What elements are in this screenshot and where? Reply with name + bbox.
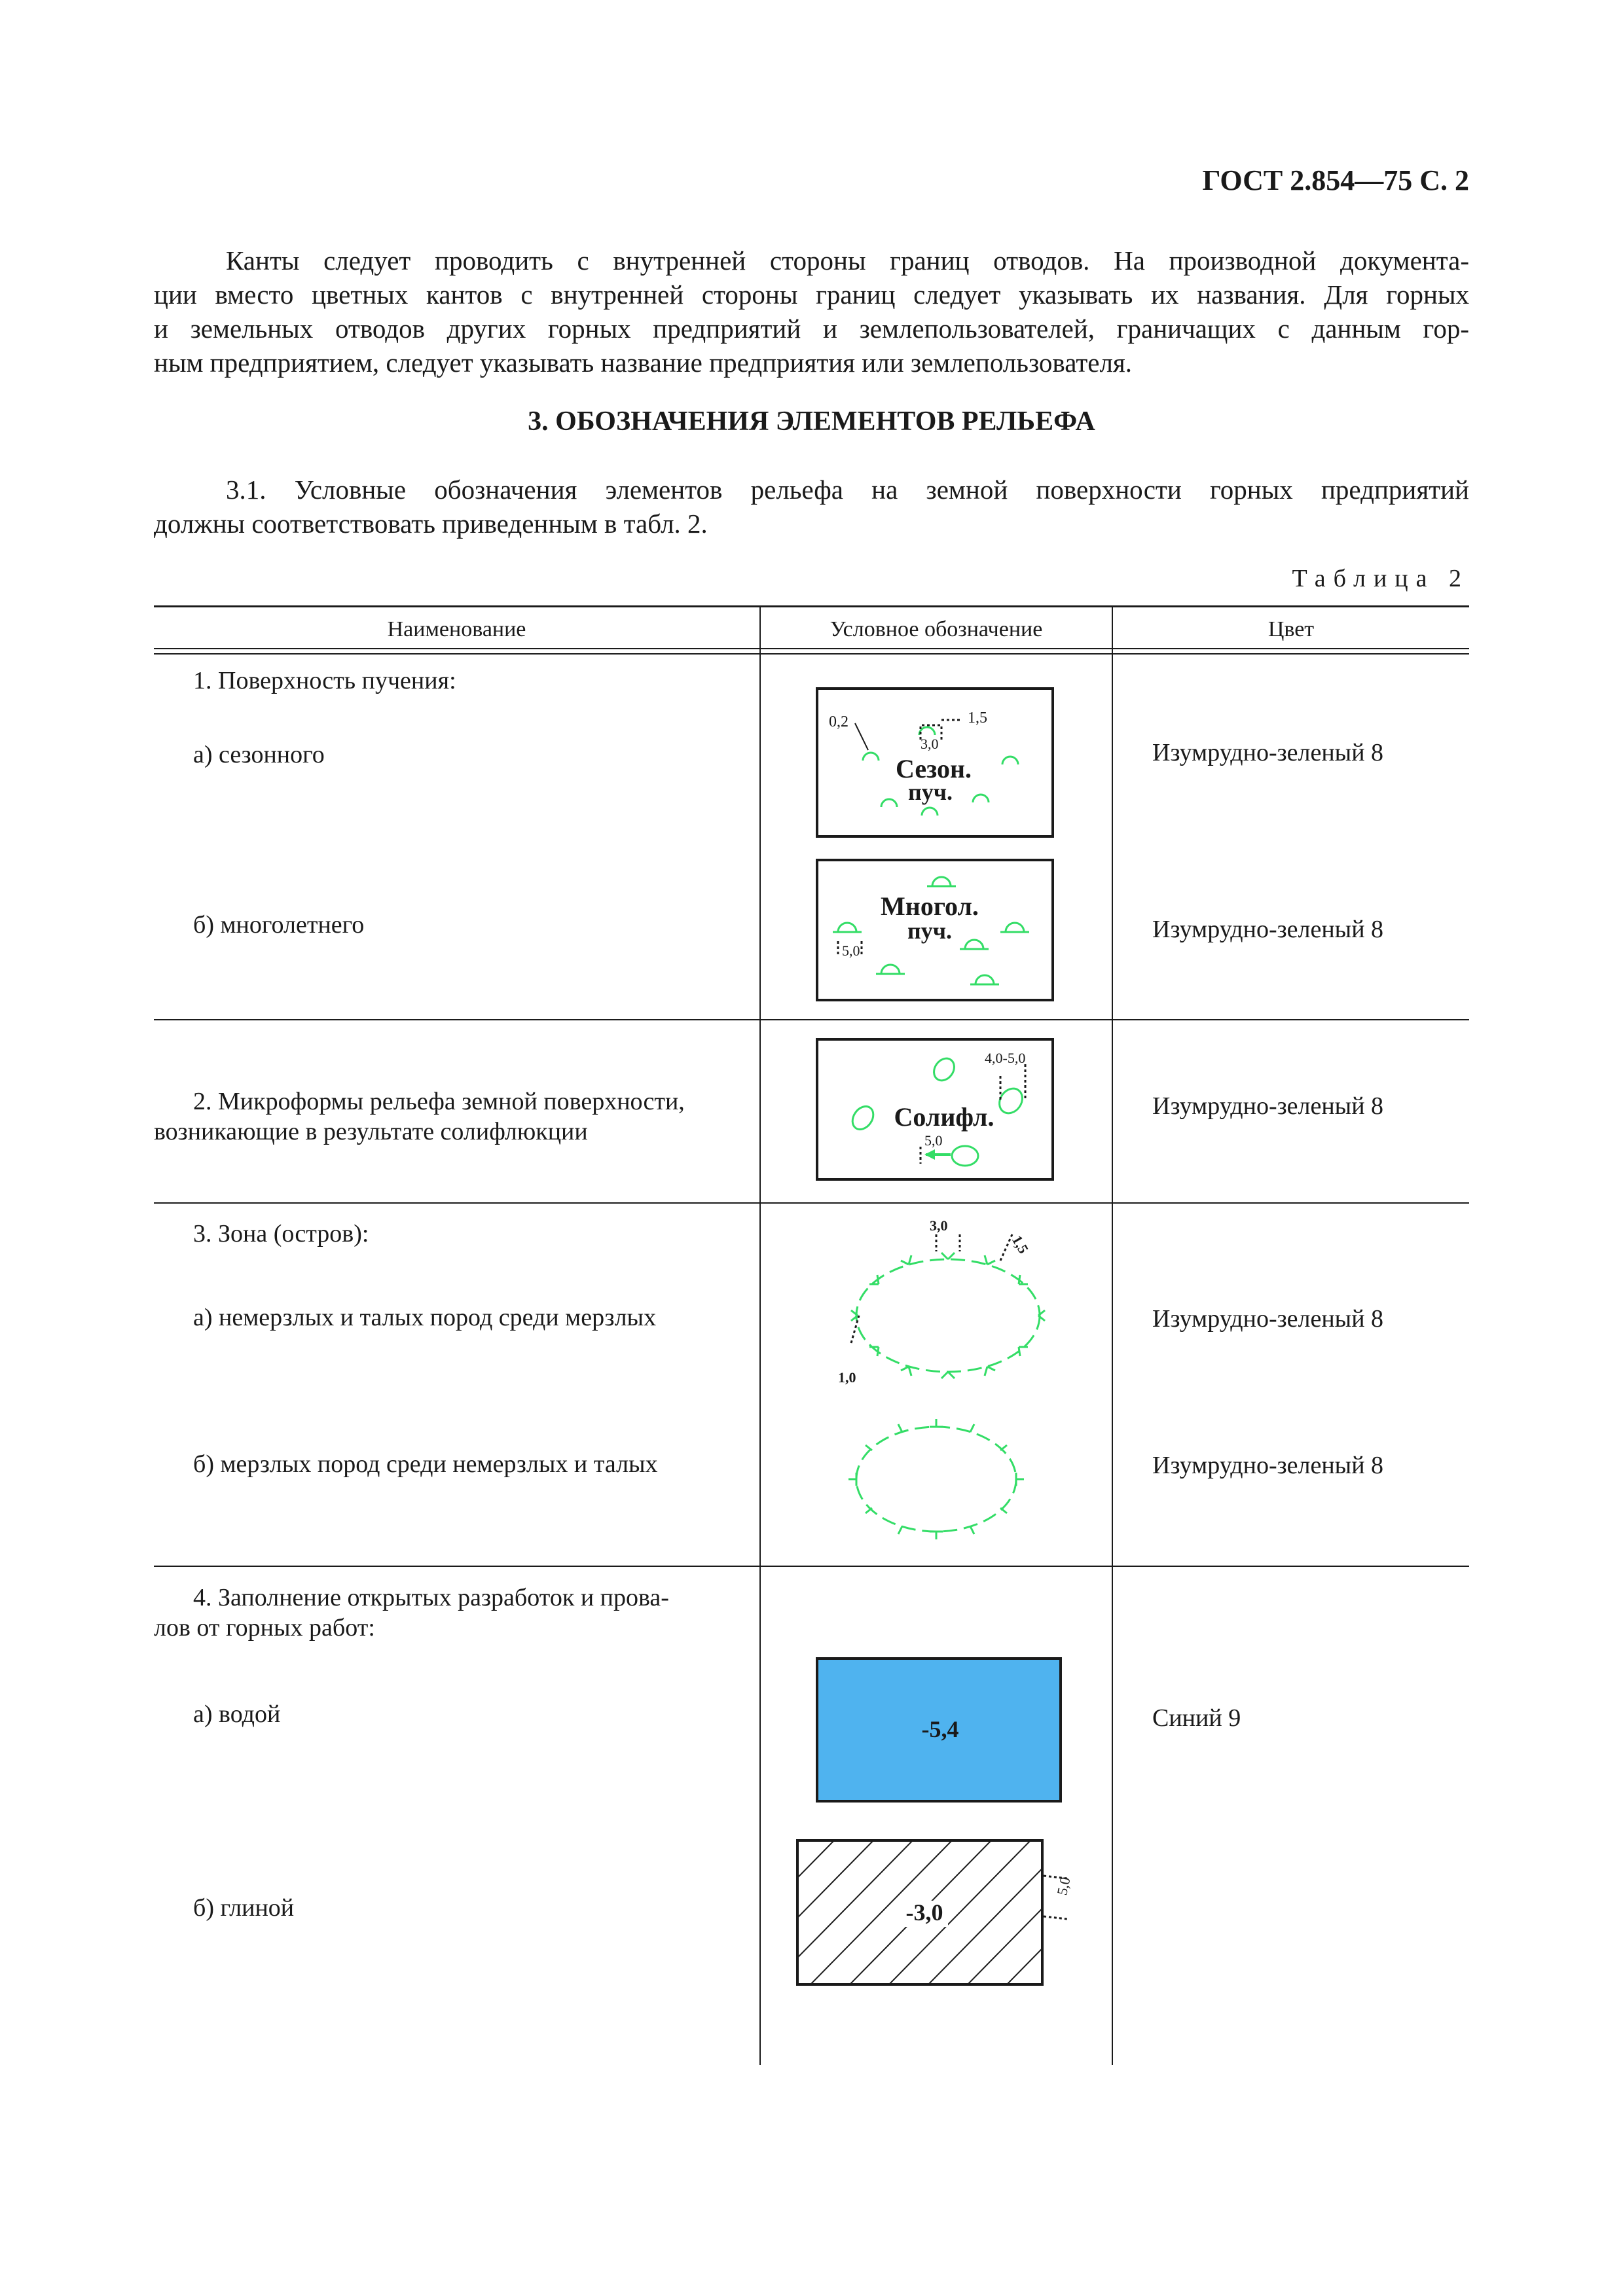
symbol-label: пуч. [907,918,953,944]
row-color: Изумрудно-зеленый 8 [1152,1305,1384,1333]
table-top-rule [154,605,1469,607]
dim-label: 1,0 [838,1369,856,1386]
column-divider [759,605,761,2065]
col-header-name: Наименование [387,617,526,641]
row-color: Изумрудно-зеленый 8 [1152,739,1384,766]
row-name: б) многолетнего [193,911,365,939]
symbol-frozen-zone [838,1407,1034,1551]
dim-label: 4,0-5,0 [985,1050,1026,1066]
row-color: Синий 9 [1152,1704,1241,1732]
symbol-thawed-zone [831,1217,1054,1388]
row-color: Изумрудно-зеленый 8 [1152,916,1384,943]
row-rule [154,1202,1469,1204]
header-rule [154,648,1469,649]
symbol-label: Многол. [881,891,979,921]
page-header: ГОСТ 2.854—75 С. 2 [1202,164,1469,196]
clause-paragraph [154,473,1469,541]
symbol-label: Сезон. [895,754,972,783]
row-title: 1. Поверхность пучения: [193,667,456,694]
symbol-water-filling [816,1657,1062,1803]
symbol-label: Солифл. [894,1102,994,1132]
row-rule [154,1566,1469,1567]
row-name: а) немерзлых и талых пород среди мерзлых [193,1304,657,1331]
intro-line: Канты следует проводить с внутренней стороны границ отводов. На производной документа- [226,245,1469,276]
symbol-label: пуч. [907,779,953,805]
col-header-color: Цвет [1267,617,1315,641]
symbol-perennial-heaving [816,859,1055,1003]
dim-label: 3,0 [930,1217,948,1234]
thawed-tick-group [851,1253,1045,1378]
dim-label: 1,5 [1008,1232,1032,1257]
clause-line: должны соответствовать приведенным в табл. 2. [154,509,708,539]
row-name: возникающие в результате солифлюкции [154,1118,588,1145]
intro-line: и земельных отводов других горных предприятий и землепользователей, граничащих с данным гор- [154,314,1469,344]
dim-label: 5,0 [1053,1875,1074,1897]
table-caption: Таблица 2 [1292,565,1469,592]
dim-label: 5,0 [924,1132,943,1149]
row-color: Изумрудно-зеленый 8 [1152,1452,1384,1479]
row-title: 3. Зона (остров): [193,1220,369,1247]
symbol-clay-filling [796,1839,1097,1987]
frozen-tick-group [848,1419,1024,1539]
row-title: 4. Заполнение открытых разработок и прова- [193,1584,669,1611]
symbol-seasonal-heaving [816,687,1055,839]
col-header-symbol: Условное обозначение [830,617,1043,641]
row-title: лов от горных работ: [154,1614,375,1641]
dim-label: 1,5 [968,709,987,726]
depth-value: -3,0 [905,1899,943,1926]
symbol-solifluction [816,1038,1055,1182]
row-rule [154,1019,1469,1020]
dim-label: 0,2 [829,713,848,730]
section-title: 3. ОБОЗНАЧЕНИЯ ЭЛЕМЕНТОВ РЕЛЬЕФА [528,406,1095,437]
dim-label: 3,0 [921,736,939,752]
header-rule [154,653,1469,655]
row-name: б) мерзлых пород среди немерзлых и талых [193,1450,658,1478]
depth-value: -5,4 [921,1716,959,1742]
row-name: а) водой [193,1700,281,1728]
clause-line: 3.1. Условные обозначения элементов рельефа на земной поверхности горных предприятий [226,475,1469,505]
row-name: а) сезонного [193,741,325,768]
intro-paragraph [154,243,1469,380]
row-color: Изумрудно-зеленый 8 [1152,1092,1384,1120]
intro-line: ции вместо цветных кантов с внутренней стороны границ следует указывать их названия. Для горных [154,279,1469,310]
row-name: 2. Микроформы рельефа земной поверхности, [193,1088,685,1115]
intro-line: ным предприятием, следует указывать название предприятия или землепользователя. [154,348,1133,378]
dim-label: 5,0 [842,942,860,959]
column-divider [1112,605,1113,2065]
row-name: б) глиной [193,1894,295,1922]
